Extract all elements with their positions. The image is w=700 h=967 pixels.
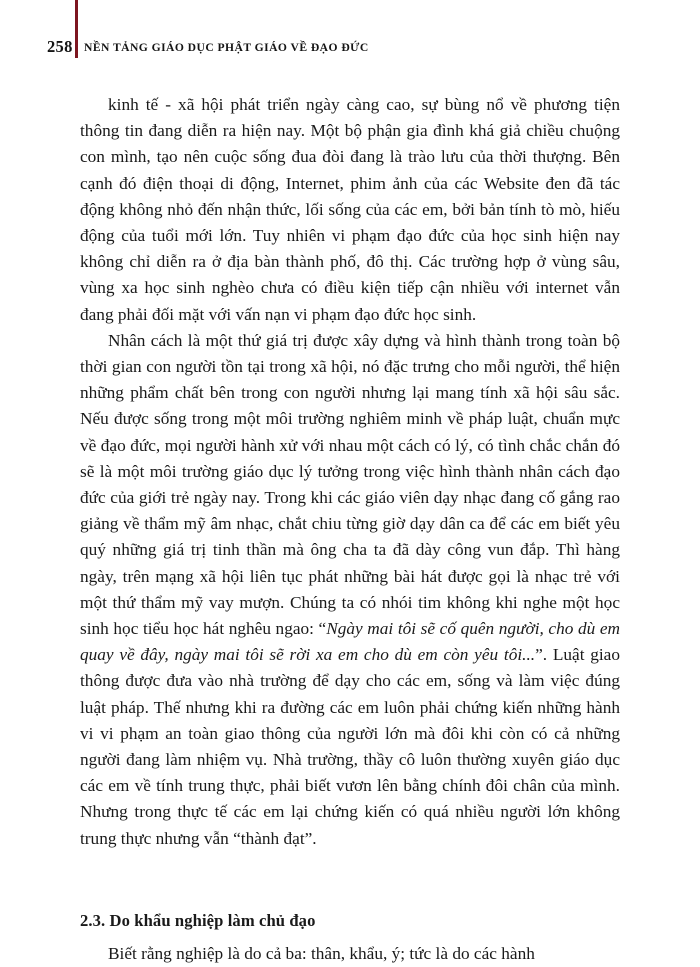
paragraph-personality bbox=[80, 328, 620, 852]
paragraph-text-tail: ”. Luật giao thông được đưa vào nhà trường để dạy cho các em, sống và làm việc đúng luật pháp. Thế nhưng khi ra đường các em luôn phải chứng kiến những hành vi vi phạm an toàn giao thông của người lớn mà đôi khi còn có cả những người đang làm nhiệm vụ. Nhà trường, thầy cô luôn thường xuyên giáo dục các em về tính trung thực, phải biết vươn lên bằng chính đôi chân của mình. Nhưng trong thực tế các em lại chứng kiến có quá nhiều người lớn không trung thực nhưng vẫn “thành đạt”. bbox=[80, 645, 620, 848]
heading-spacer bbox=[80, 852, 620, 909]
section-heading-2-3: 2.3. Do khẩu nghiệp làm chủ đạo bbox=[80, 910, 316, 930]
song-lyric-quote: Ngày mai tôi sẽ cố quên người, cho dù em quay về đây, ngày mai tôi sẽ rời xa em cho dù em còn yêu tôi... bbox=[80, 619, 620, 665]
paragraph-text-lead: Nhân cách là một thứ giá trị được xây dựng và hình thành trong toàn bộ thời gian con người tồn tại trong xã hội, nó đặc trưng cho mỗi người, thể hiện những phẩm chất bên trong con người nhưng lại mang tính xã hội sâu sắc. Nếu được sống trong một môi trường nghiêm minh về pháp luật, chuẩn mực về đạo đức, mọi người hành xử với nhau một cách có lý, có tình chắc chắn đó sẽ là một môi trường giáo dục lý tưởng trong việc hình thành nhân cách đạo đức của giới trẻ ngày nay. Trong khi các giáo viên dạy nhạc đang cố gắng rao giảng về thẩm mỹ âm nhạc, chắt chiu từng giờ dạy dân ca để các em biết yêu quý những giá trị tinh thần mà ông cha ta đã dày công vun đắp. Thì hàng ngày, trên mạng xã hội liên tục phát những bài hát được gọi là nhạc trẻ với một thứ thẩm mỹ vay mượn. Chúng ta có nhói tim không khi nghe một học sinh học tiểu học hát nghêu ngao: “ bbox=[80, 330, 620, 639]
paragraph-continuation: kinh tế - xã hội phát triển ngày càng cao, sự bùng nổ về phương tiện thông tin đang diễn ra hiện nay. Một bộ phận gia đình khá giả chiều chuộng con mình, tạo nên cuộc sống đua đòi đang là trào lưu của thời thượng. Bên cạnh đó điện thoại di động, Internet, phim ảnh của các Website đen đã tác động không nhỏ đến nhận thức, lối sống của các em, bởi bản tính tò mò, hiếu động của tuổi mới lớn. Tuy nhiên vi phạm đạo đức của học sinh hiện nay không chỉ diễn ra ở địa bàn thành phố, đô thị. Các trường hợp ở vùng sâu, vùng xa học sinh nghèo chưa có điều kiện tiếp cận nhiều với internet vẫn đang phải đối mặt với vấn nạn vi phạm đạo đức học sinh. bbox=[80, 95, 620, 324]
page-number: 258 bbox=[47, 37, 73, 56]
body-text-column bbox=[80, 92, 620, 967]
book-title-header: NỀN TẢNG GIÁO DỤC PHẬT GIÁO VỀ ĐẠO ĐỨC bbox=[84, 41, 369, 54]
running-header bbox=[0, 34, 700, 60]
paragraph-karma-intro: Biết rằng nghiệp là do cả ba: thân, khẩu, ý; tức là do các hành bbox=[108, 943, 535, 963]
post-heading-spacer bbox=[80, 933, 620, 941]
header-rule-divider bbox=[75, 0, 78, 58]
